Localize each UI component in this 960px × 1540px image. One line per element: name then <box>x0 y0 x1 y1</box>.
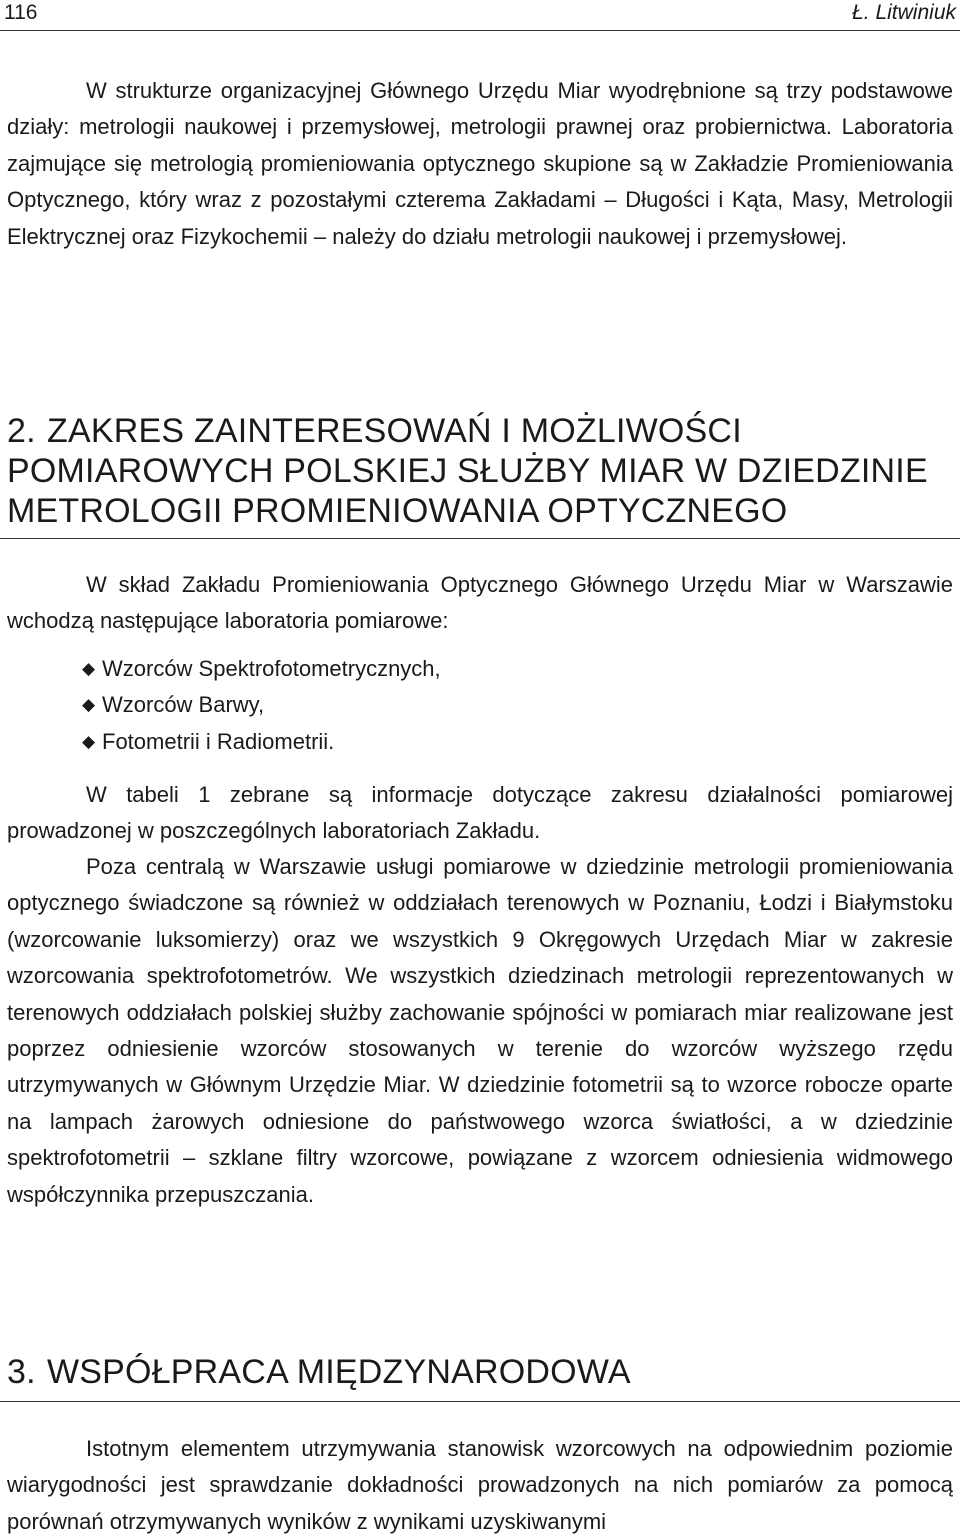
section-number: 2. <box>7 412 36 450</box>
heading-rule <box>0 1401 960 1402</box>
paragraph-intro: W strukturze organizacyjnej Głównego Urzędu Miar wyodrębnione są trzy podstawowe działy: metrologii naukowej i przemysłowej, metrologii prawnej oraz probiernictwa. Laboratoria zajmujące się metrologią promieniowania optycznego skupione są w Zakładzie Promieniowania Optycznego, który wraz z pozostałymi czterema Zakładami – Długości i Kąta, Masy, Metrologii Elektrycznej oraz Fizykochemii – należy do działu metrologii naukowej i przemysłowej. <box>7 78 953 249</box>
diamond-bullet-icon: ◆ <box>82 695 96 715</box>
list-item-label: Fotometrii i Radiometrii. <box>102 728 335 754</box>
paragraph-regional: Poza centralą w Warszawie usługi pomiarowe w dziedzinie metrologii promieniowania optycznego świadczone są również w oddziałach terenowych w Poznaniu, Łodzi i Białymstoku (wzorcowanie luksomierzy) oraz we wszystkich 9 Okręgowych Urzędach Miar w zakresie wzorcowania spektrofotometrów. We wszystkich dziedzinach metrologii reprezentowanych w terenowych oddziałach polskiej służby zachowanie spójności w pomiarach miar realizowane jest poprzez odniesienie wzorców stosowanych w terenie do wzorców wyższego rzędu utrzymywanych w Głównym Urzędzie Miar. W dziedzinie fotometrii są to wzorce robocze oparte na lampach żarowych odniesione do państwowego wzorca światłości, a w dziedzinie spektrofotometrii – szklane filtry wzorcowe, powiązane z wzorcem odniesienia widmowego współczynnika przepuszczania. <box>7 854 953 1207</box>
section-number: 3. <box>7 1353 36 1391</box>
list-item-label: Wzorców Spektrofotometrycznych, <box>102 656 441 681</box>
paragraph-table-info: W tabeli 1 zebrane są informacje dotyczące zakresu działalności pomiarowej prowadzonej w poszczególnych laboratoriach Zakładu. <box>7 782 953 844</box>
running-header <box>0 0 960 31</box>
page-number: 116 <box>4 1 38 24</box>
lab-list <box>84 651 441 760</box>
paragraph-section3-intro: Istotnym elementem utrzymywania stanowisk wzorcowych na odpowiednim poziomie wiarygodności jest sprawdzanie dokładności prowadzonych na nich pomiarów za pomocą porównań otrzymywanych wyników z wynikami uzyskiwanymi <box>7 1436 953 1534</box>
section-title: WSPÓŁPRACA MIĘDZYNARODOWA <box>47 1353 631 1391</box>
diamond-bullet-icon: ◆ <box>82 731 96 751</box>
list-item <box>84 651 441 687</box>
running-author: Ł. Litwiniuk <box>852 1 956 24</box>
heading-rule <box>0 538 960 539</box>
section-title: ZAKRES ZAINTERESOWAŃ I MOŻLIWOŚCI POMIAROWYCH POLSKIEJ SŁUŻBY MIAR W DZIEDZINIE METROLOGII PROMIENIOWANIA OPTYCZNEGO <box>7 412 928 530</box>
diamond-bullet-icon: ◆ <box>82 659 96 678</box>
section-heading-2 <box>7 411 953 531</box>
list-item-label: Wzorców Barwy, <box>102 692 265 718</box>
list-item <box>84 724 441 760</box>
paragraph-section2-intro: W skład Zakładu Promieniowania Optycznego Głównego Urzędu Miar w Warszawie wchodzą następujące laboratoria pomiarowe: <box>7 572 953 634</box>
section-heading-3 <box>7 1352 953 1392</box>
list-item <box>84 687 441 723</box>
